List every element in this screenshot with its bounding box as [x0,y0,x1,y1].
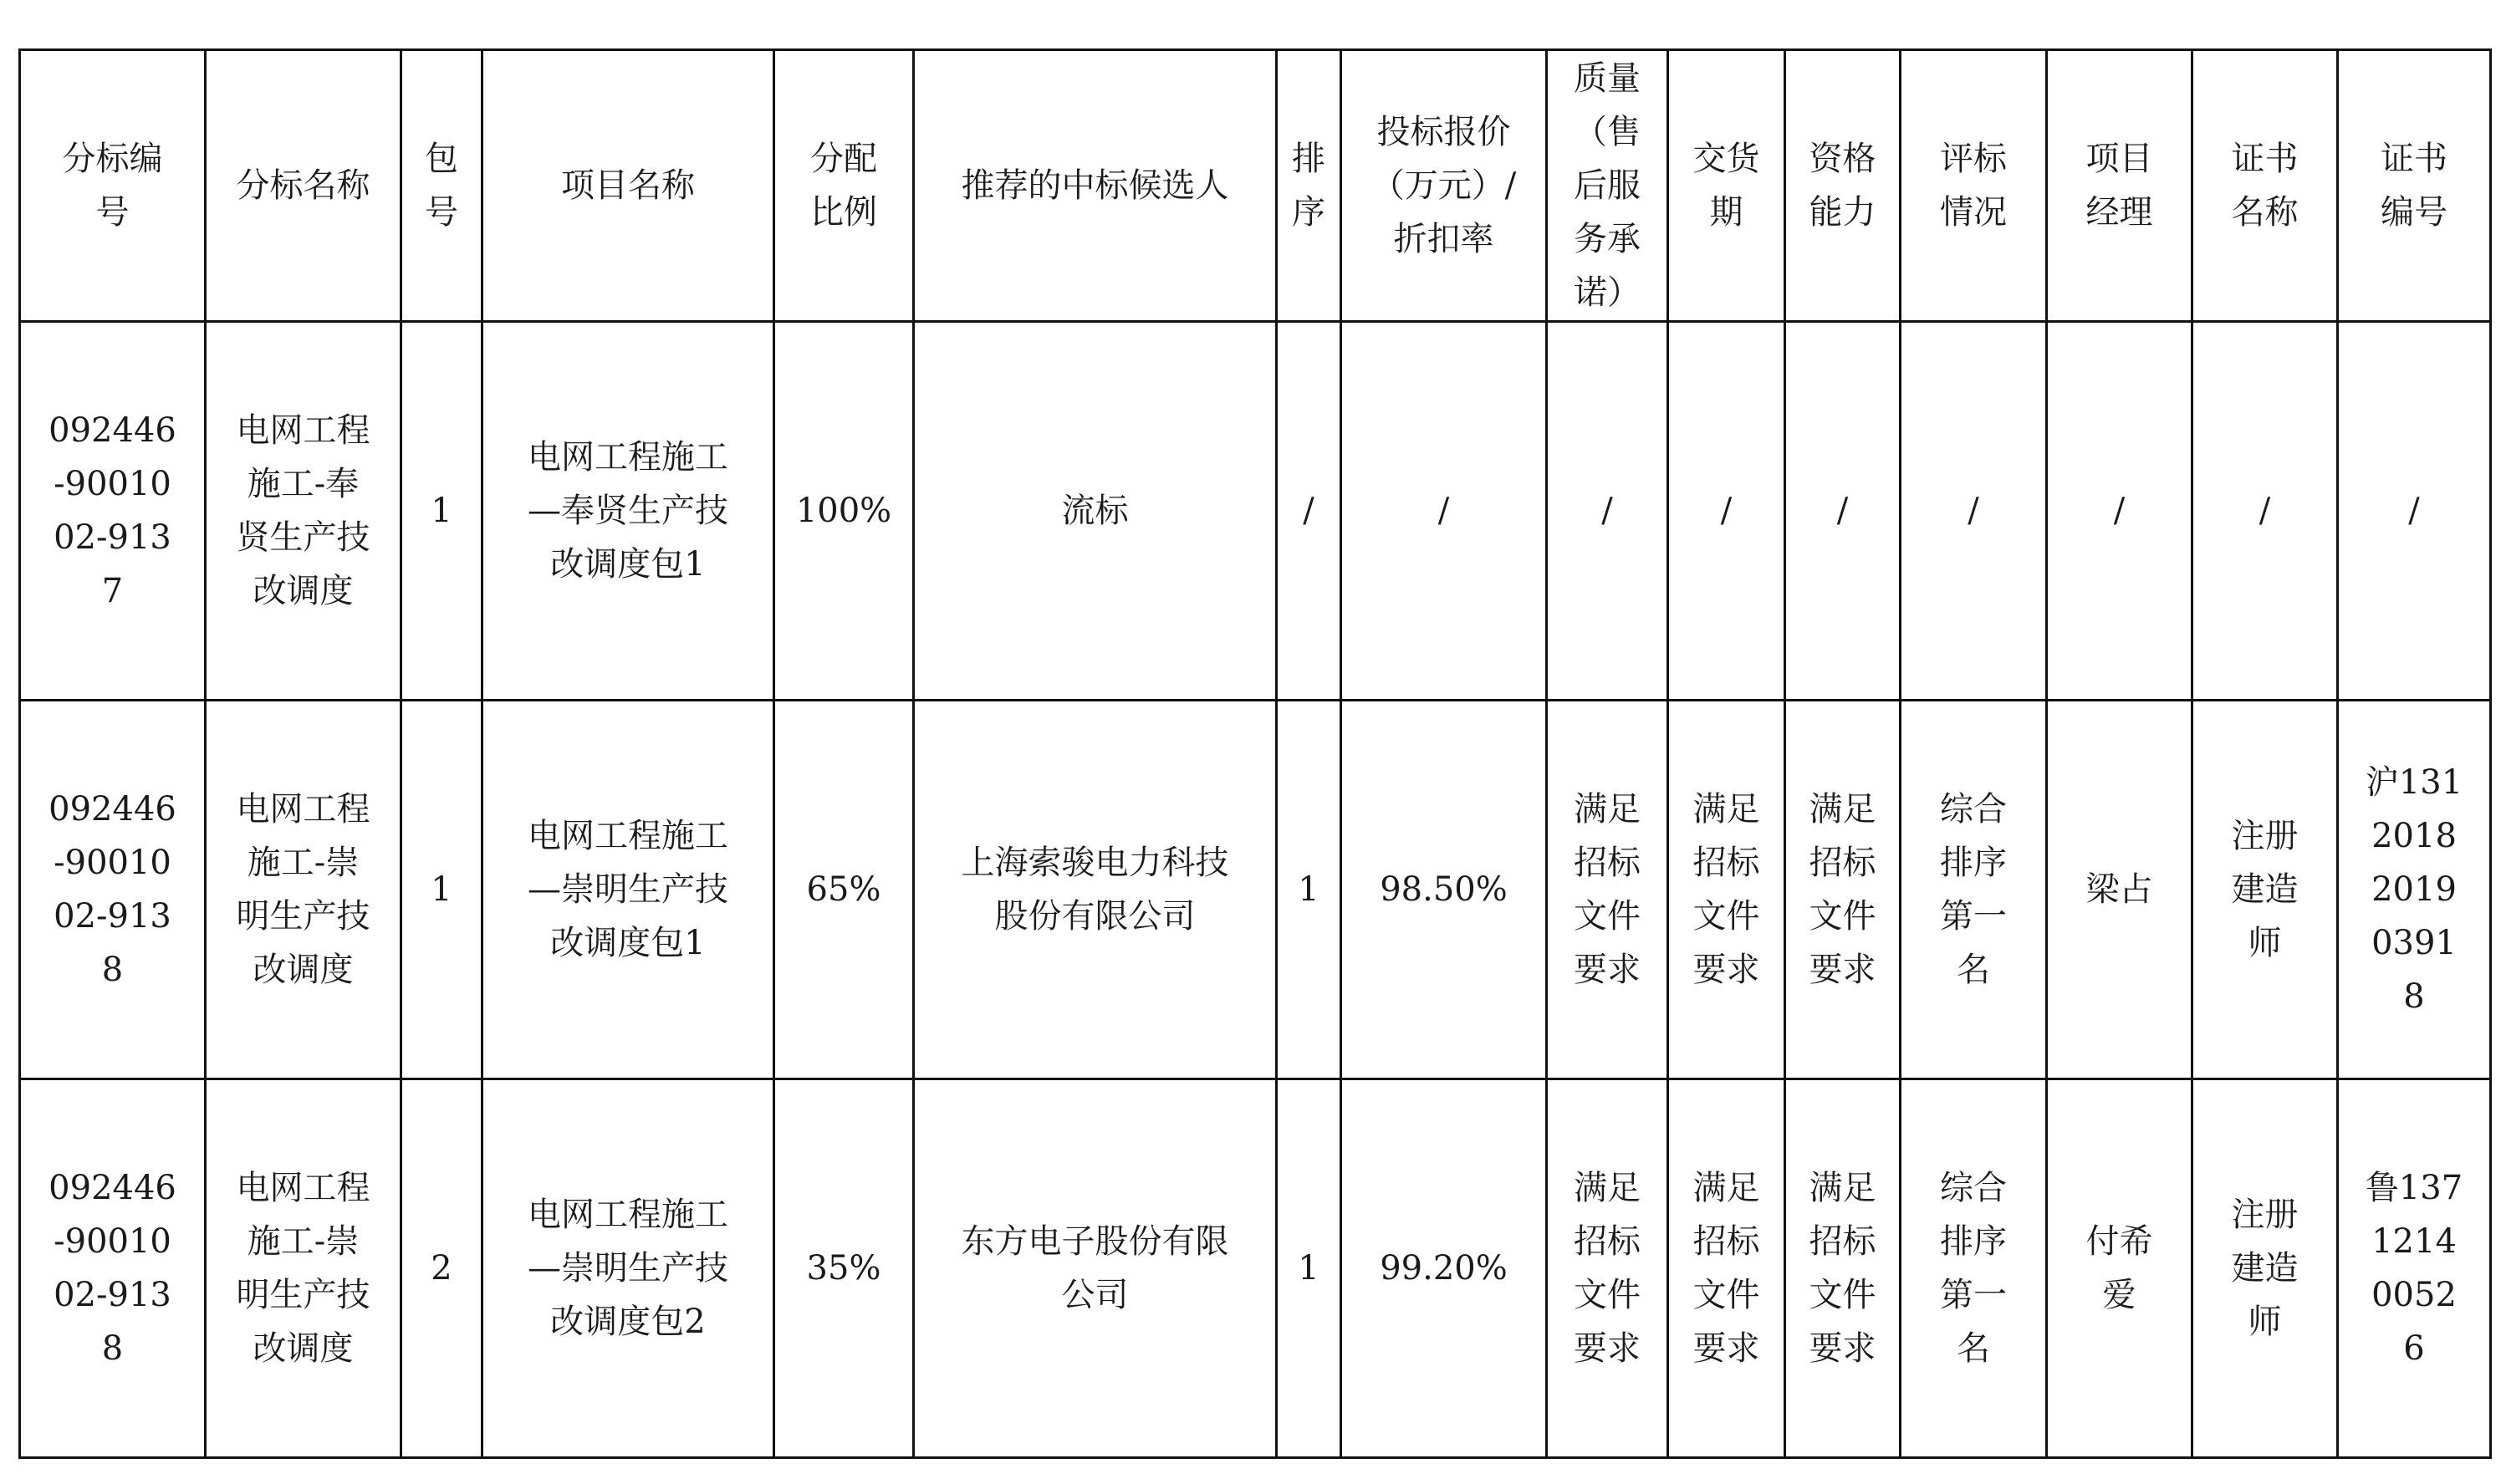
header-ratio: 分配比例 [774,50,914,322]
cell-cert-no: 沪131201820190391 8 [2338,701,2491,1079]
cell-delivery: / [1668,322,1785,701]
cell-delivery: 满足招标文件要求 [1668,1079,1785,1458]
cell-ratio: 100% [774,322,914,701]
cell-price: / [1341,322,1547,701]
cell-candidate: 上海索骏电力科技股份有限公司 [914,701,1277,1079]
header-qualification: 资格能力 [1785,50,1901,322]
cell-evaluation: 综合排序第一名 [1901,701,2047,1079]
cell-cert-no: 鲁13712140052 6 [2338,1079,2491,1458]
header-quality: 质量（售后服务承诺） [1547,50,1668,322]
header-row [20,50,2491,322]
cell-qualification: 满足招标文件要求 [1785,1079,1901,1458]
header-bid-no: 分标编号 [20,50,206,322]
cell-manager: / [2047,322,2192,701]
cell-package-no: 1 [401,701,482,1079]
cell-bid-name: 电网工程施工-崇明生产技改调度 [206,1079,401,1458]
header-bid-name: 分标名称 [206,50,401,322]
cell-price: 98.50% [1341,701,1547,1079]
cell-cert-no: / [2338,322,2491,701]
header-project-name: 项目名称 [482,50,774,322]
cell-bid-name: 电网工程施工-崇明生产技改调度 [206,701,401,1079]
table-row [20,322,2491,701]
cell-cert-name: 注册建造师 [2192,1079,2338,1458]
cell-project-name: 电网工程施工—崇明生产技改调度包2 [482,1079,774,1458]
header-package-no: 包号 [401,50,482,322]
cell-manager: 梁占 [2047,701,2192,1079]
cell-cert-name: / [2192,322,2338,701]
cell-quality: / [1547,322,1668,701]
cell-quality: 满足招标文件要求 [1547,701,1668,1079]
cell-ratio: 65% [774,701,914,1079]
cell-cert-name: 注册建造师 [2192,701,2338,1079]
cell-rank: 1 [1277,1079,1341,1458]
header-evaluation: 评标情况 [1901,50,2047,322]
cell-rank: 1 [1277,701,1341,1079]
cell-candidate: 流标 [914,322,1277,701]
cell-rank: / [1277,322,1341,701]
cell-bid-no: 092446-9001002-9138 [20,701,206,1079]
header-manager: 项目经理 [2047,50,2192,322]
cell-delivery: 满足招标文件要求 [1668,701,1785,1079]
table-row [20,701,2491,1079]
cell-evaluation: / [1901,322,2047,701]
cell-bid-name: 电网工程施工-奉贤生产技改调度 [206,322,401,701]
cell-package-no: 2 [401,1079,482,1458]
header-cert-no: 证书编号 [2338,50,2491,322]
cell-quality: 满足招标文件要求 [1547,1079,1668,1458]
header-cert-name: 证书名称 [2192,50,2338,322]
cell-qualification: / [1785,322,1901,701]
cell-package-no: 1 [401,322,482,701]
cell-project-name: 电网工程施工—奉贤生产技改调度包1 [482,322,774,701]
cell-manager: 付希爱 [2047,1079,2192,1458]
header-rank: 排序 [1277,50,1341,322]
table-row [20,1079,2491,1458]
cell-qualification: 满足招标文件要求 [1785,701,1901,1079]
cell-ratio: 35% [774,1079,914,1458]
cell-evaluation: 综合排序第一名 [1901,1079,2047,1458]
cell-bid-no: 092446-9001002-9137 [20,322,206,701]
bid-award-table [18,48,2492,1459]
header-delivery: 交货期 [1668,50,1785,322]
cell-candidate: 东方电子股份有限公司 [914,1079,1277,1458]
cell-price: 99.20% [1341,1079,1547,1458]
header-candidate: 推荐的中标候选人 [914,50,1277,322]
header-price: 投标报价（万元）/折扣率 [1341,50,1547,322]
cell-project-name: 电网工程施工—崇明生产技改调度包1 [482,701,774,1079]
cell-bid-no: 092446-9001002-9138 [20,1079,206,1458]
